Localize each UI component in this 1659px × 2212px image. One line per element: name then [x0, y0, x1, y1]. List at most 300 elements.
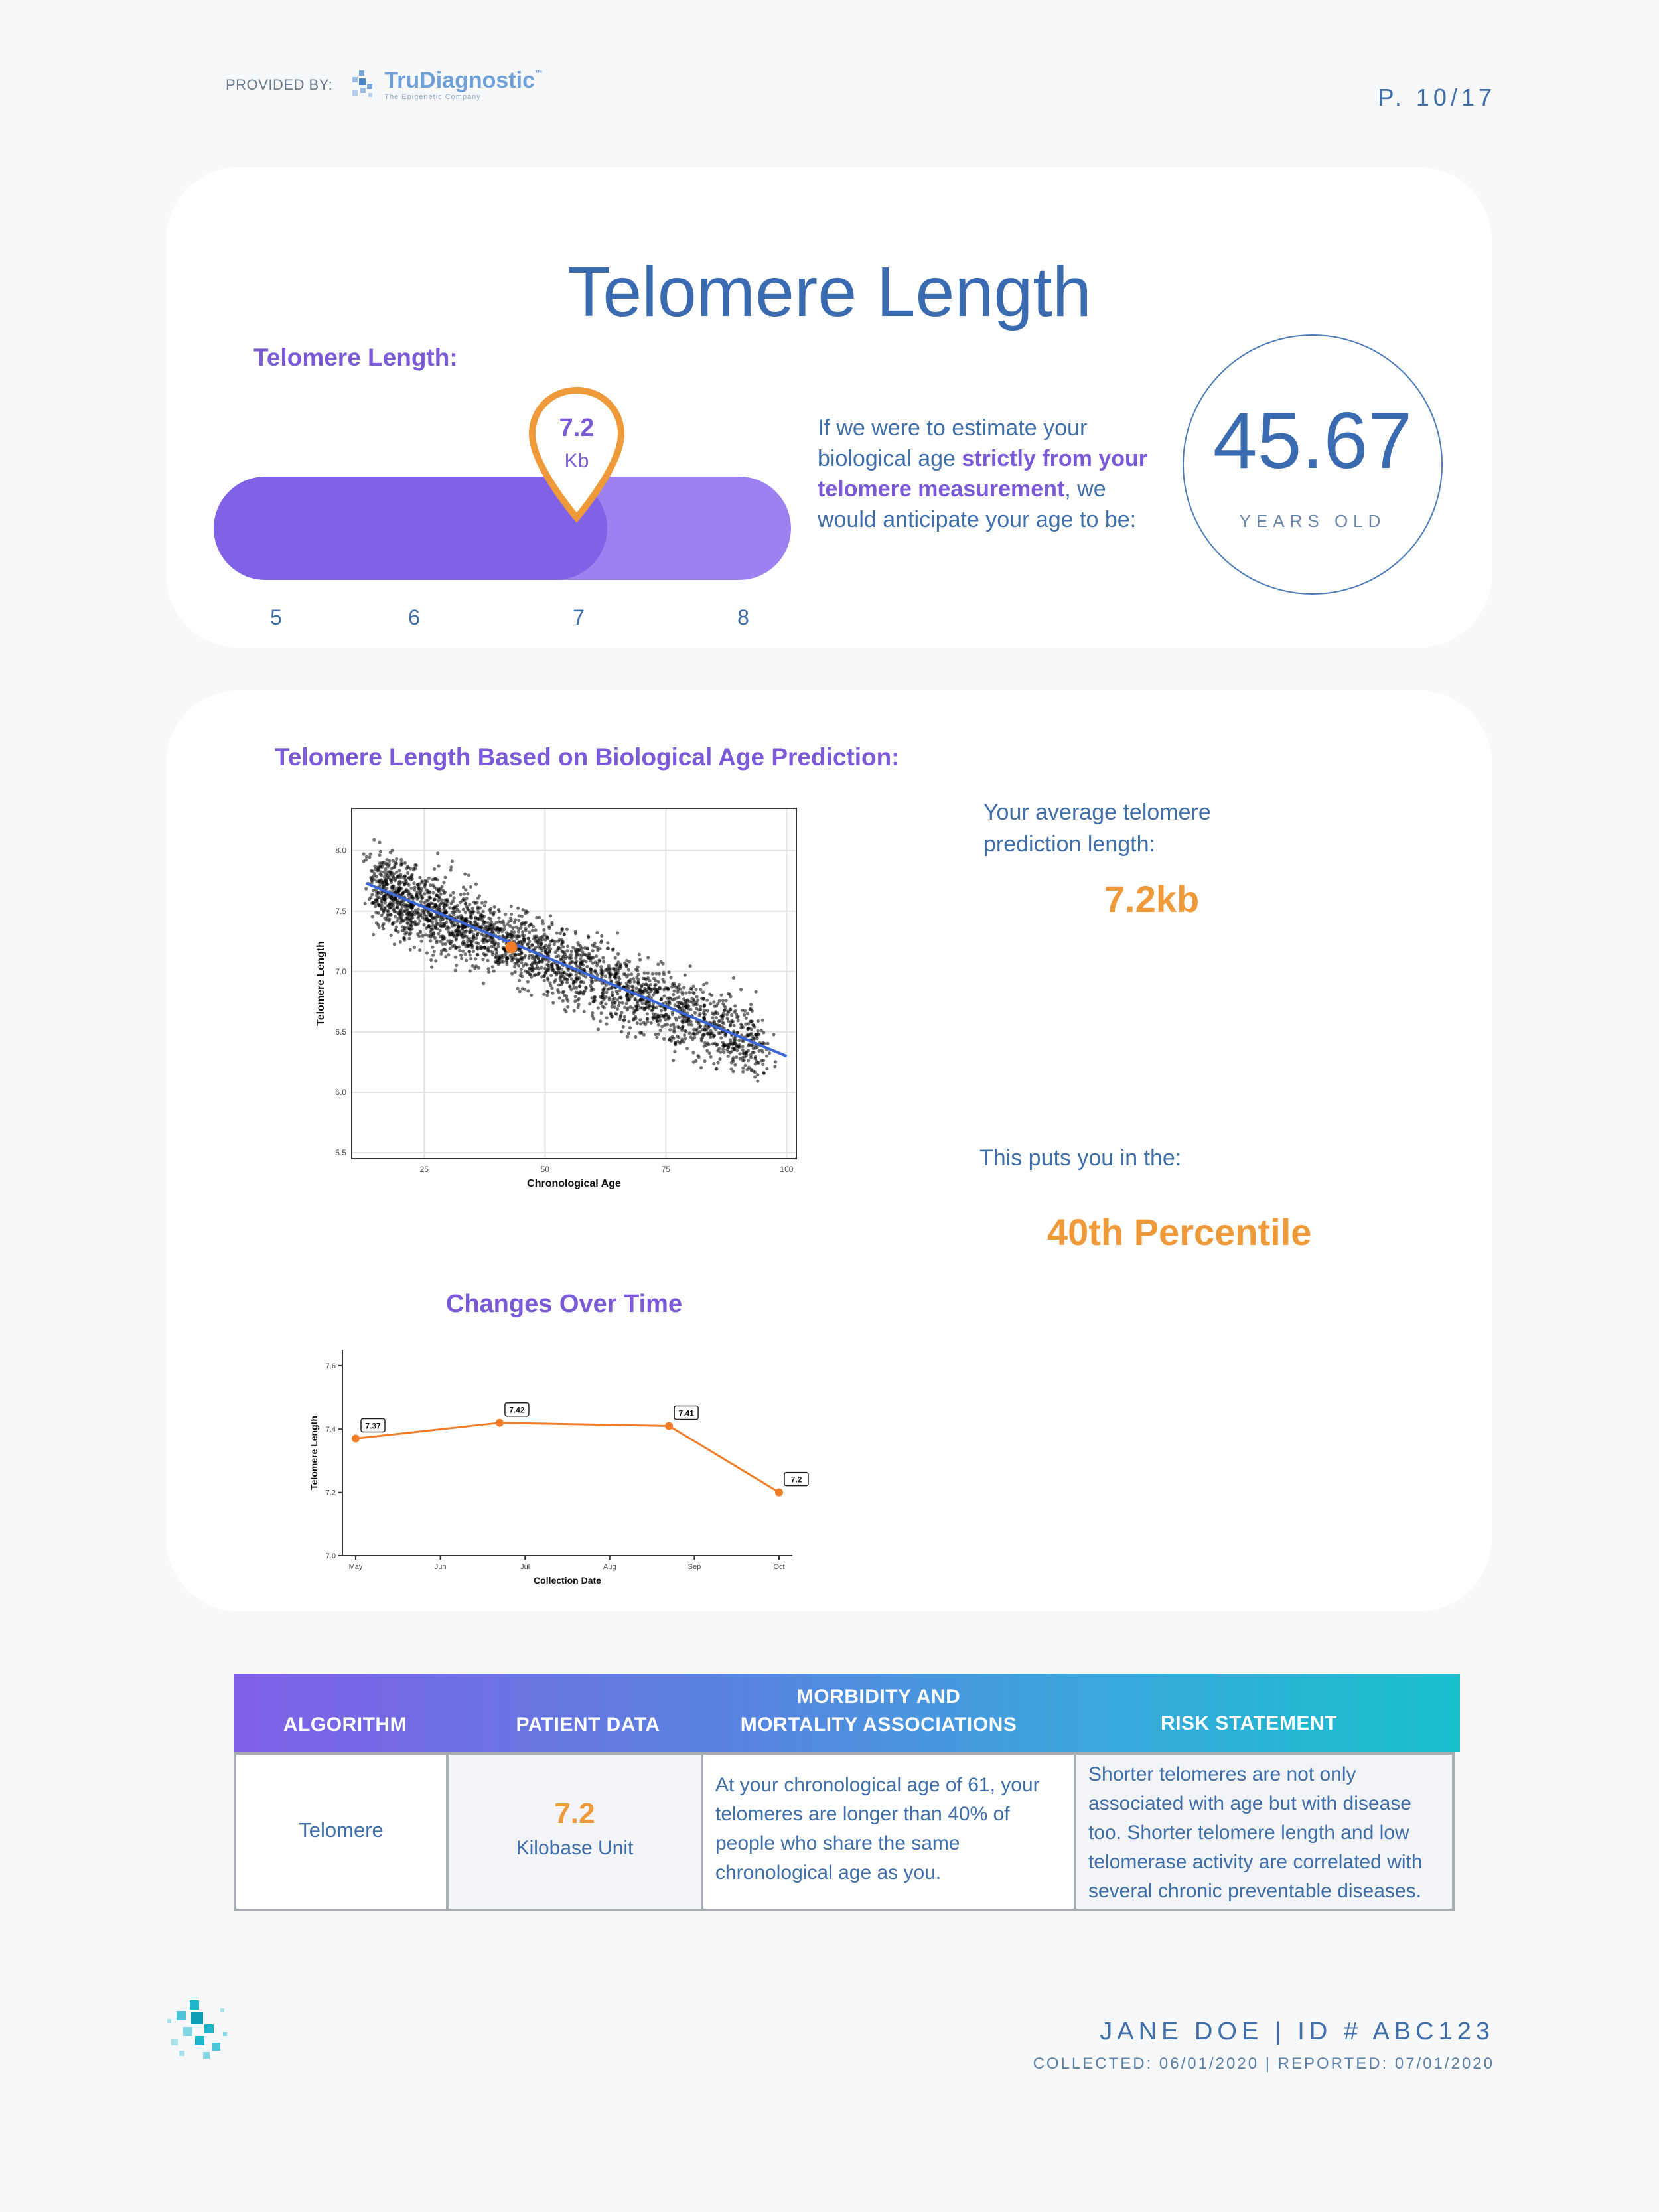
y-tick-label: 7.0 — [325, 1552, 336, 1560]
scatter-point — [538, 946, 541, 950]
scatter-point — [445, 903, 449, 907]
scatter-point — [745, 1053, 748, 1057]
scatter-point — [496, 961, 500, 964]
scatter-point — [523, 938, 526, 942]
scatter-point — [626, 1007, 629, 1010]
scatter-point — [632, 1010, 636, 1013]
scatter-point — [757, 1029, 760, 1033]
scatter-point — [465, 958, 468, 962]
scatter-point — [421, 934, 424, 938]
scatter-point — [694, 988, 697, 991]
scatter-point — [419, 900, 423, 903]
scatter-point — [604, 968, 607, 972]
y-axis-label: Telomere Length — [309, 1416, 319, 1490]
scatter-point — [442, 948, 445, 951]
scatter-point — [636, 1007, 639, 1011]
scatter-point — [626, 973, 630, 976]
scatter-point — [417, 887, 421, 891]
scatter-point — [378, 853, 382, 857]
scatter-point — [655, 1036, 658, 1039]
algorithm-cell — [234, 1752, 449, 1911]
data-point — [352, 1435, 360, 1443]
scatter-point — [551, 1001, 555, 1005]
morbidity-text: At your chronological age of 61, your telomeres are longer than 40% of people who share the same chronological age as you. — [715, 1774, 1040, 1883]
x-axis-label: Collection Date — [534, 1575, 601, 1585]
scatter-point — [583, 1010, 586, 1013]
scatter-point — [469, 953, 472, 956]
scatter-point — [625, 963, 628, 966]
scatter-point — [510, 972, 514, 976]
scatter-point — [739, 988, 743, 991]
scatter-point — [727, 1046, 730, 1049]
scatter-point — [463, 873, 467, 876]
scatter-point — [549, 974, 553, 977]
scatter-point — [455, 916, 459, 919]
scatter-point — [606, 947, 609, 950]
scatter-point — [620, 1030, 623, 1033]
y-tick-label: 5.5 — [335, 1147, 346, 1157]
scatter-point — [703, 1045, 706, 1048]
telomere-gauge-bar — [214, 477, 791, 580]
scatter-point — [516, 987, 520, 990]
scatter-point — [611, 991, 614, 994]
scatter-point — [741, 1045, 745, 1049]
changes-over-time-title: Changes Over Time — [445, 1290, 683, 1318]
scatter-point — [427, 895, 431, 899]
scatter-point — [591, 949, 595, 952]
scatter-point — [436, 851, 439, 855]
scatter-point — [608, 966, 611, 970]
x-tick-label: 75 — [661, 1165, 671, 1174]
scatter-point — [726, 1009, 729, 1013]
scatter-point — [447, 926, 451, 930]
scatter-point — [684, 992, 687, 995]
scatter-point — [466, 907, 469, 910]
scatter-point — [744, 1023, 747, 1026]
scatter-point — [437, 915, 441, 918]
scatter-point — [376, 891, 380, 895]
scatter-point — [465, 918, 468, 921]
scatter-point — [471, 936, 474, 940]
scatter-point — [441, 936, 445, 940]
scatter-point — [755, 990, 758, 994]
scatter-point — [691, 1051, 695, 1054]
scatter-point — [481, 939, 484, 942]
scatter-point — [456, 904, 459, 907]
scatter-point — [655, 1006, 658, 1009]
scatter-point — [497, 908, 500, 911]
scatter-point — [662, 1015, 665, 1018]
scatter-point — [375, 921, 378, 924]
scatter-point — [712, 1034, 715, 1037]
scatter-point — [388, 873, 392, 877]
scatter-point — [433, 885, 436, 889]
table-row — [234, 1752, 1455, 1911]
scatter-point — [662, 988, 666, 991]
scatter-point — [528, 930, 531, 934]
scatter-point — [541, 919, 544, 922]
scatter-point — [474, 883, 478, 886]
scatter-point — [638, 988, 642, 991]
scatter-point — [393, 942, 396, 946]
scatter-point — [406, 871, 409, 875]
scatter-point — [561, 999, 565, 1003]
scatter-point — [402, 919, 405, 922]
scatter-point — [540, 942, 543, 946]
scatter-point — [693, 1033, 697, 1036]
scatter-point — [451, 859, 454, 863]
scatter-point — [486, 940, 489, 943]
scatter-point — [399, 873, 402, 876]
scatter-point — [448, 906, 451, 909]
scatter-point — [732, 976, 735, 980]
scatter-point — [604, 1002, 607, 1005]
percentile-value: 40th Percentile — [1047, 1211, 1312, 1253]
scatter-point — [644, 982, 648, 986]
scatter-point — [433, 867, 436, 871]
scatter-point — [529, 922, 532, 926]
telomere-trend-line — [356, 1423, 779, 1493]
scatter-point — [678, 1026, 681, 1029]
scatter-point — [494, 948, 497, 951]
scatter-point — [486, 959, 489, 962]
scatter-point — [657, 980, 660, 984]
scatter-point — [565, 973, 569, 976]
scatter-point — [425, 951, 429, 954]
scatter-point — [628, 1026, 632, 1029]
scatter-point — [543, 974, 546, 978]
scatter-point — [419, 893, 423, 897]
scatter-point — [614, 964, 618, 967]
scatter-point — [399, 916, 403, 919]
scatter-point — [498, 927, 501, 930]
scatter-point — [586, 947, 589, 950]
scatter-point — [510, 905, 513, 908]
scatter-point — [409, 893, 413, 896]
scatter-point — [689, 1020, 693, 1023]
scatter-point — [735, 1045, 738, 1049]
scatter-point — [473, 920, 476, 923]
scatter-point — [514, 953, 517, 956]
scatter-point — [372, 933, 375, 936]
scatter-point — [526, 937, 530, 940]
scatter-point — [579, 980, 582, 984]
scatter-point — [701, 1033, 705, 1036]
scatter-point — [630, 995, 633, 998]
scatter-point — [420, 879, 423, 883]
scatter-point — [444, 876, 447, 879]
scatter-point — [429, 934, 433, 937]
scatter-point — [470, 940, 474, 944]
scatter-point — [550, 986, 553, 990]
scatter-point — [605, 1016, 609, 1019]
scatter-point — [660, 960, 663, 964]
scatter-point — [616, 952, 620, 956]
scatter-point — [766, 1042, 769, 1045]
scatter-point — [482, 910, 485, 913]
scatter-point — [671, 1013, 674, 1016]
scatter-point — [713, 1021, 716, 1025]
scatter-point — [429, 939, 432, 942]
scatter-point — [559, 974, 563, 977]
scatter-point — [545, 935, 549, 938]
scatter-point — [388, 859, 391, 863]
scatter-point — [493, 905, 496, 909]
scatter-point — [757, 1061, 760, 1065]
scatter-point — [497, 920, 500, 923]
scatter-point — [531, 929, 534, 932]
scatter-point — [410, 927, 413, 930]
gauge-label: Telomere Length: — [253, 344, 458, 371]
scatter-point — [451, 891, 455, 894]
data-label: 7.41 — [678, 1408, 694, 1418]
scatter-point — [685, 1006, 688, 1009]
scatter-point — [412, 897, 415, 900]
scatter-point — [521, 921, 524, 924]
scatter-point — [395, 926, 398, 929]
scatter-point — [622, 1025, 625, 1029]
scatter-point — [392, 859, 395, 863]
header-risk-statement: RISK STATEMENT — [1161, 1712, 1337, 1734]
scatter-point — [569, 988, 573, 991]
scatter-point — [517, 964, 520, 968]
scatter-point — [569, 972, 572, 976]
patient-data-cell — [446, 1752, 703, 1911]
scatter-point — [422, 910, 425, 913]
scatter-point — [461, 950, 465, 953]
scatter-point — [595, 931, 599, 934]
scatter-point — [654, 972, 658, 975]
scatter-point — [457, 945, 461, 948]
scatter-point — [508, 924, 512, 928]
x-tick-label: Aug — [603, 1563, 616, 1571]
scatter-point — [457, 925, 460, 928]
scatter-point — [388, 895, 391, 899]
scatter-point — [723, 1004, 726, 1007]
scatter-point — [563, 1008, 567, 1011]
scatter-point — [532, 937, 536, 940]
scatter-point — [765, 1067, 768, 1070]
scatter-point — [705, 1049, 709, 1053]
scatter-point — [639, 1022, 642, 1025]
scatter-point — [555, 972, 559, 975]
scatter-point — [484, 901, 487, 904]
scatter-point — [547, 990, 550, 994]
scatter-point — [476, 945, 479, 948]
scatter-point — [390, 867, 394, 870]
scatter-point — [376, 869, 379, 872]
scatter-point — [398, 886, 401, 889]
scatter-point — [433, 936, 437, 940]
scatter-point — [611, 997, 614, 1001]
scatter-point — [544, 950, 547, 954]
scatter-point — [689, 1035, 693, 1039]
scatter-point — [390, 879, 393, 882]
header-algorithm: ALGORITHM — [283, 1714, 407, 1735]
scatter-point — [745, 1017, 748, 1020]
scatter-point — [389, 901, 392, 905]
scatter-point — [756, 1073, 759, 1076]
scatter-point — [757, 1019, 760, 1023]
scatter-point — [760, 1059, 763, 1062]
scatter-point — [526, 980, 530, 984]
scatter-point — [648, 979, 651, 982]
scatter-point — [681, 1025, 684, 1028]
scatter-point — [469, 928, 472, 932]
scatter-point — [425, 926, 428, 930]
scatter-point — [382, 895, 386, 899]
scatter-point — [484, 921, 487, 924]
data-label: 7.37 — [365, 1421, 381, 1431]
scatter-point — [513, 962, 516, 965]
header-morbidity-line1: MORBIDITY AND — [796, 1686, 961, 1708]
scatter-point — [604, 974, 607, 978]
patient-value: 7.2 — [554, 1797, 595, 1830]
scatter-point — [372, 878, 376, 881]
scatter-point — [394, 915, 397, 918]
scatter-point — [520, 968, 523, 971]
scatter-point — [693, 1011, 697, 1015]
scatter-point — [474, 957, 477, 960]
scatter-point — [738, 1052, 741, 1055]
scatter-point — [503, 928, 506, 931]
scatter-point — [599, 1001, 603, 1005]
scatter-point — [362, 852, 365, 855]
scatter-point — [566, 944, 569, 948]
scatter-point — [398, 869, 401, 872]
scatter-point — [388, 906, 392, 909]
scatter-point — [597, 1006, 600, 1009]
scatter-point — [602, 960, 605, 963]
x-axis-label: Chronological Age — [527, 1178, 621, 1189]
scatter-point — [532, 925, 535, 928]
scatter-point — [413, 910, 416, 913]
scatter-point — [749, 1020, 753, 1023]
scatter-point — [418, 919, 421, 922]
scatter-point — [741, 1051, 745, 1055]
scatter-point — [678, 1016, 681, 1019]
trudiagnostic-logo — [347, 69, 543, 101]
scatter-point — [461, 941, 464, 944]
scatter-point — [593, 942, 597, 945]
scatter-point — [431, 891, 435, 895]
scatter-point — [557, 983, 561, 986]
scatter-point — [650, 1021, 653, 1025]
scatter-point — [469, 943, 472, 946]
scatter-point — [761, 1063, 764, 1066]
scatter-point — [516, 934, 519, 938]
scatter-point — [492, 911, 496, 914]
scatter-point — [725, 1013, 729, 1016]
scatter-point — [582, 981, 585, 984]
scatter-point — [476, 897, 480, 900]
scatter-point — [715, 1016, 718, 1019]
gauge-tick: 7 — [573, 605, 585, 629]
scatter-point — [699, 1025, 702, 1028]
scatter-point — [372, 874, 376, 877]
scatter-point — [399, 940, 402, 944]
scatter-point — [455, 938, 458, 942]
scatter-point — [674, 1041, 677, 1045]
scatter-point — [735, 1055, 738, 1059]
scatter-point — [641, 1006, 644, 1009]
scatter-point — [474, 901, 477, 905]
scatter-point — [410, 921, 413, 924]
scatter-point — [684, 1029, 687, 1032]
scatter-point — [669, 976, 672, 979]
scatter-point — [469, 916, 472, 919]
scatter-point — [720, 1014, 723, 1017]
scatter-point — [483, 904, 486, 907]
scatter-point — [632, 1018, 635, 1021]
scatter-point — [399, 921, 402, 924]
scatter-point — [482, 982, 485, 985]
scatter-point — [453, 896, 456, 899]
scatter-point — [386, 865, 390, 868]
scatter-point — [397, 889, 400, 893]
scatter-point — [672, 1059, 675, 1062]
scatter-point — [616, 1007, 619, 1011]
scatter-point — [424, 933, 427, 936]
scatter-point — [753, 1037, 756, 1041]
patient-unit: Kilobase Unit — [516, 1837, 634, 1859]
x-tick-label: Jul — [520, 1563, 530, 1571]
scatter-point — [632, 977, 635, 980]
scatter-point — [500, 956, 504, 960]
scatter-point — [754, 1033, 757, 1036]
scatter-point — [464, 911, 467, 914]
scatter-point — [619, 1015, 622, 1019]
scatter-point — [372, 838, 376, 842]
scatter-point — [600, 934, 603, 938]
scatter-point — [437, 932, 440, 935]
scatter-point — [537, 938, 540, 942]
scatter-point — [706, 1041, 709, 1045]
scatter-point — [718, 1057, 721, 1061]
scatter-point — [658, 972, 661, 976]
scatter-point — [460, 957, 463, 960]
scatter-point — [440, 898, 443, 901]
scatter-point — [727, 1050, 730, 1053]
data-label: 7.2 — [790, 1475, 802, 1485]
scatter-point — [413, 886, 417, 889]
scatter-point — [429, 919, 432, 922]
scatter-point — [560, 929, 563, 932]
scatter-point — [617, 980, 620, 984]
scatter-point — [719, 994, 723, 997]
scatter-point — [491, 953, 494, 956]
scatter-point — [418, 876, 421, 879]
scatter-point — [440, 924, 443, 928]
scatter-point — [565, 981, 569, 984]
scatter-point — [480, 932, 484, 936]
provided-by — [226, 69, 543, 101]
scatter-point — [638, 1018, 642, 1021]
report-dates: COLLECTED: 06/01/2020 | REPORTED: 07/01/2020 — [1033, 2055, 1494, 2073]
scatter-point — [651, 972, 654, 976]
scatter-point — [585, 965, 589, 968]
scatter-point — [668, 996, 671, 999]
scatter-point — [569, 953, 573, 956]
scatter-point — [644, 1023, 647, 1026]
scatter-point — [415, 894, 419, 897]
scatter-point — [530, 994, 533, 997]
scatter-point — [431, 946, 434, 949]
scatter-point — [750, 1027, 753, 1031]
scatter-point — [600, 968, 603, 972]
scatter-point — [524, 921, 528, 924]
scatter-point — [553, 942, 556, 946]
